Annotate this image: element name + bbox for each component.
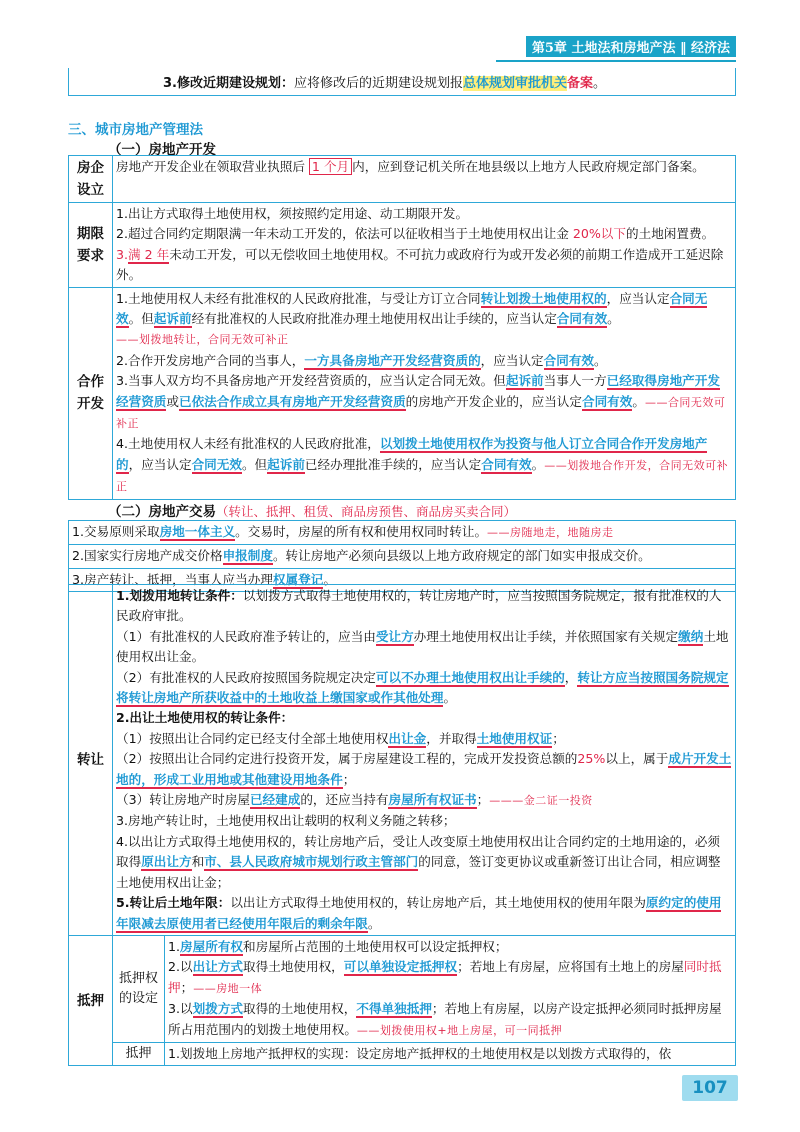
t: （2）按照出让合同约定进行投资开发，属于房屋建设工程的，完成开发投资总额的 [116, 751, 578, 767]
t: （2）有批准权的人民政府按照国务院规定决定 [116, 669, 376, 685]
t: 的，还应当持有 [300, 792, 389, 808]
mortgage-setup-label: 抵押权的设定 [113, 935, 165, 1042]
r: 25% [577, 751, 606, 767]
t: 以划拨方式取得土地使用权的，转让房地产时，应当按照国务院规定，报有批准权的人民政府审批。 [116, 588, 722, 624]
chapter-title: 第5章 土地法和房地产法 ‖ 经济法 [526, 36, 736, 57]
transfer-item [116, 790, 732, 811]
b: 可以单独设定抵押权 [343, 959, 458, 975]
transfer-item [116, 729, 732, 749]
t: ，应当认定 [606, 290, 670, 306]
t: 。但 [128, 311, 154, 327]
registration-cell [113, 156, 736, 203]
t: ， [564, 669, 578, 685]
b: 合同有效 [556, 311, 608, 327]
b: 出让金 [388, 730, 427, 746]
row-text: 应将修改后的近期建设规划报 [293, 76, 463, 91]
t: 。交易时，房屋的所有权和使用权同时转让。 [235, 524, 488, 539]
t: 1. [168, 938, 181, 954]
b: 合同有效 [481, 456, 532, 472]
b: 已经取得房地产开发经营资质 [116, 373, 720, 409]
term-item: 1.出让方式取得土地使用权，须按照约定用途、动工期限开发。 [116, 206, 469, 221]
row-red: 备案 [567, 76, 594, 91]
cell-red: 20%以下 [572, 226, 626, 242]
t: 的同意，签订变更协议或重新签订出让合同，相应调整土地使用权出让金； [116, 854, 721, 890]
subsection-title: （一）房地产开发 [108, 142, 216, 158]
b: 合同有效 [581, 393, 633, 409]
cell-red: 1 个月 [309, 158, 352, 175]
cell-red: 满 2 年 [128, 246, 170, 262]
t: ； [180, 979, 194, 995]
t: 。 [367, 915, 381, 931]
b: 合同无效 [116, 290, 708, 327]
transfer-item: 2.出让土地使用权的转让条件： [116, 710, 294, 726]
page-number: 107 [682, 1075, 738, 1101]
t: （3）转让房地产时房屋 [116, 792, 250, 808]
cell-text: 的土地闲置费。 [626, 226, 715, 242]
transfer-item [116, 586, 732, 627]
b: 转让划拨土地使用权的 [480, 290, 607, 306]
cell-text: 内，应到登记机关所在地县级以上地方人民政府规定部门备案。 [352, 159, 705, 174]
b: 不得单独抵押 [356, 1001, 432, 1017]
t: 以上，属于 [605, 751, 669, 767]
t: 取得土地使用权， [243, 959, 344, 975]
handwritten-note: ——划拨地合作开发，合同无效可补正 [116, 458, 729, 494]
t: 1.交易原则采取 [72, 524, 160, 539]
t: 3.房产转让、抵押，当事人应当办理 [72, 571, 273, 587]
mortgage-item [168, 937, 732, 957]
t: 。 [632, 393, 645, 409]
t: ；若地上有房屋，应将国有土地上的房屋 [457, 959, 684, 975]
registration-label: 房企设立 [69, 156, 113, 203]
b: 受让方 [375, 628, 414, 644]
b: 已经建成 [249, 792, 301, 808]
t: ； [552, 730, 565, 746]
coop-cell [113, 287, 736, 499]
coop-item [116, 289, 732, 351]
t: 。但 [241, 456, 268, 472]
subsection-title [108, 500, 516, 520]
chapter-header [496, 40, 736, 62]
transfer-item: 3.房地产转让时，土地使用权出让载明的权利义务随之转移； [116, 813, 456, 829]
term-cell [113, 203, 736, 288]
coop-item [116, 434, 732, 497]
b: 起诉前 [153, 311, 192, 327]
rule-row [69, 545, 736, 568]
transfer-cell [113, 585, 736, 936]
t: ，应当认定 [480, 352, 544, 368]
t: ，应当认定 [128, 456, 192, 472]
cell-text: 未动工开发，可以无偿收回土地使用权。不可抗力或政府行为或开发必须的前期工作造成开工延迟除外。 [116, 246, 724, 283]
term-item [116, 224, 732, 244]
b: 划拨方式 [192, 1001, 243, 1017]
t: （1）有批准权的人民政府准予转让的，应当由 [116, 628, 376, 644]
development-table [68, 155, 736, 500]
b: 合同有效 [543, 352, 594, 368]
t: 3.当事人双方均不具备房地产开发经营资质的，应当认定合同无效。但 [116, 373, 506, 389]
t: 2.以 [168, 959, 193, 975]
trade-rules-table [68, 520, 736, 592]
transfer-item [116, 749, 732, 790]
cell-text: 2.超过合同约定期限满一年未动工开发的，依法可以征收相当于土地使用权出让金 [116, 226, 573, 242]
transfer-mortgage-table [68, 584, 736, 1066]
t: 土地使用权出让金。 [116, 628, 729, 665]
handwritten-note: ——合同无效可补正 [116, 395, 726, 431]
transfer-item [116, 668, 732, 709]
b: 房屋所有权 [180, 938, 243, 954]
row-highlight: 总体规划审批机关 [463, 76, 568, 91]
t: 4.以出让方式取得土地使用权的，转让房地产后，受让人改变原土地使用权出让合同约定的土地用途的，必须取得 [116, 833, 720, 870]
b: 起诉前 [505, 373, 544, 389]
t: 3.以 [168, 1001, 193, 1017]
transfer-item [116, 627, 732, 668]
t: 取得的土地使用权， [243, 1001, 357, 1017]
mortgage-label: 抵押 [69, 935, 113, 1065]
t: 已经办理批准手续的，应当认定 [304, 456, 482, 472]
b: 转让方应当按照国务院规定将转让房地产所获收益中的土地收益上缴国家或作其他处理 [116, 669, 729, 706]
t: 1.土地使用权人未经有批准权的人民政府批准，与受让方订立合同 [116, 290, 481, 306]
t: 以出让方式取得土地使用权的，转让房地产后，其土地使用权的使用年限为 [230, 895, 646, 911]
sub2-note: （转让、抵押、租赁、商品房预售、商品房买卖合同） [216, 504, 517, 519]
t: 的房地产开发企业的，应当认定 [405, 393, 582, 409]
t: ； [476, 792, 490, 808]
transfer-label: 转让 [69, 585, 113, 936]
b: 市、县人民政府城市规划行政主管部门 [204, 854, 419, 870]
t: 。 [323, 571, 336, 587]
t: 2.国家实行房地产成交价格 [72, 548, 223, 564]
t: 和 [191, 854, 205, 870]
b: 土地使用权证 [476, 730, 553, 746]
t: ；若地上有房屋，以房产设定抵押必须同时抵押房屋所占用范围内的划拨土地使用权。 [168, 1001, 722, 1037]
planning-row [68, 68, 736, 96]
b: 可以不办理土地使用权出让手续的 [375, 669, 565, 685]
coop-item [116, 371, 732, 434]
mortgage-realize-cell: 1.划拨地上房地产抵押权的实现：设定房地产抵押权的土地使用权是以划拨方式取得的，依 [165, 1042, 736, 1065]
cell-text: 房地产开发企业在领取营业执照后 [116, 159, 309, 174]
t: 当事人一方 [543, 373, 607, 389]
coop-item [116, 351, 732, 371]
handwritten-note: ——划拨使用权+地上房屋，可一同抵押 [356, 1023, 563, 1037]
mortgage-realize-label: 抵押 [113, 1042, 165, 1065]
t: ； [342, 771, 356, 787]
t: ，并取得 [426, 730, 477, 746]
t: 。 [443, 690, 457, 706]
sub2-title: （二）房地产交易 [108, 504, 216, 520]
r: 同时抵押 [168, 959, 722, 995]
transfer-item [116, 893, 732, 934]
mortgage-setup-cell [165, 935, 736, 1042]
b: 合同无效 [191, 456, 242, 472]
b: 原约定的使用年限减去原使用者已经使用年限后的剩余年限 [116, 895, 722, 931]
t: 或 [166, 393, 179, 409]
section-title: 三、城市房地产管理法 [68, 122, 203, 138]
b: 房地一体主义 [159, 524, 236, 539]
b: 原出让方 [141, 854, 192, 870]
b: 一方具备房地产开发经营资质的 [304, 352, 481, 368]
b: 出让方式 [192, 959, 243, 975]
t: 。转让房地产必须向县级以上地方政府规定的部门如实申报成交价。 [272, 548, 651, 564]
term-label: 期限要求 [69, 203, 113, 288]
handwritten-note: ——划拨地转让，合同无效可补正 [116, 333, 289, 347]
row-text: 。 [593, 76, 607, 91]
t: 。 [594, 352, 607, 368]
t: 经有批准权的人民政府批准办理土地使用权出让手续的，应当认定 [191, 311, 557, 327]
mortgage-item [168, 957, 732, 999]
b: 房屋所有权证书 [388, 792, 477, 808]
handwritten-note: ——房地一体 [193, 981, 263, 995]
term-item [116, 245, 732, 286]
handwritten-note: ———金二证一投资 [489, 794, 593, 808]
t: 。 [531, 456, 545, 472]
mortgage-item [168, 999, 732, 1041]
b: 起诉前 [267, 456, 305, 472]
b: 已依法合作成立具有房地产开发经营资质 [178, 393, 406, 409]
row-lead: 3.修改近期建设规划： [163, 76, 294, 91]
t: 4.土地使用权人未经有批准权的人民政府批准， [116, 436, 380, 452]
transfer-item [116, 832, 732, 893]
t: 和房屋所占范围的土地使用权可以设定抵押权； [243, 938, 508, 954]
b: 1.划拨用地转让条件： [116, 588, 243, 603]
b: 以划拨土地使用权作为投资与他人订立合同合作开发房地产的 [116, 436, 708, 472]
rule-row [69, 521, 736, 545]
b: 申报制度 [222, 548, 273, 564]
cell-num: 3. [116, 246, 129, 262]
b: 缴纳 [678, 628, 704, 644]
t: 办理土地使用权出让手续，并依照国家有关规定 [413, 628, 679, 644]
t: （1）按照出让合同约定已经支付全部土地使用权 [116, 730, 389, 746]
coop-label: 合作开发 [69, 287, 113, 499]
b: 权属登记 [272, 571, 324, 587]
t: 2.合作开发房地产合同的当事人， [116, 352, 305, 368]
b: 成片开发土地的，形成工业用地或其他建设用地条件 [116, 751, 732, 787]
b: 5.转让后土地年限： [116, 895, 231, 911]
handwritten-note: ——房随地走，地随房走 [487, 526, 614, 539]
t: 。 [607, 311, 620, 327]
